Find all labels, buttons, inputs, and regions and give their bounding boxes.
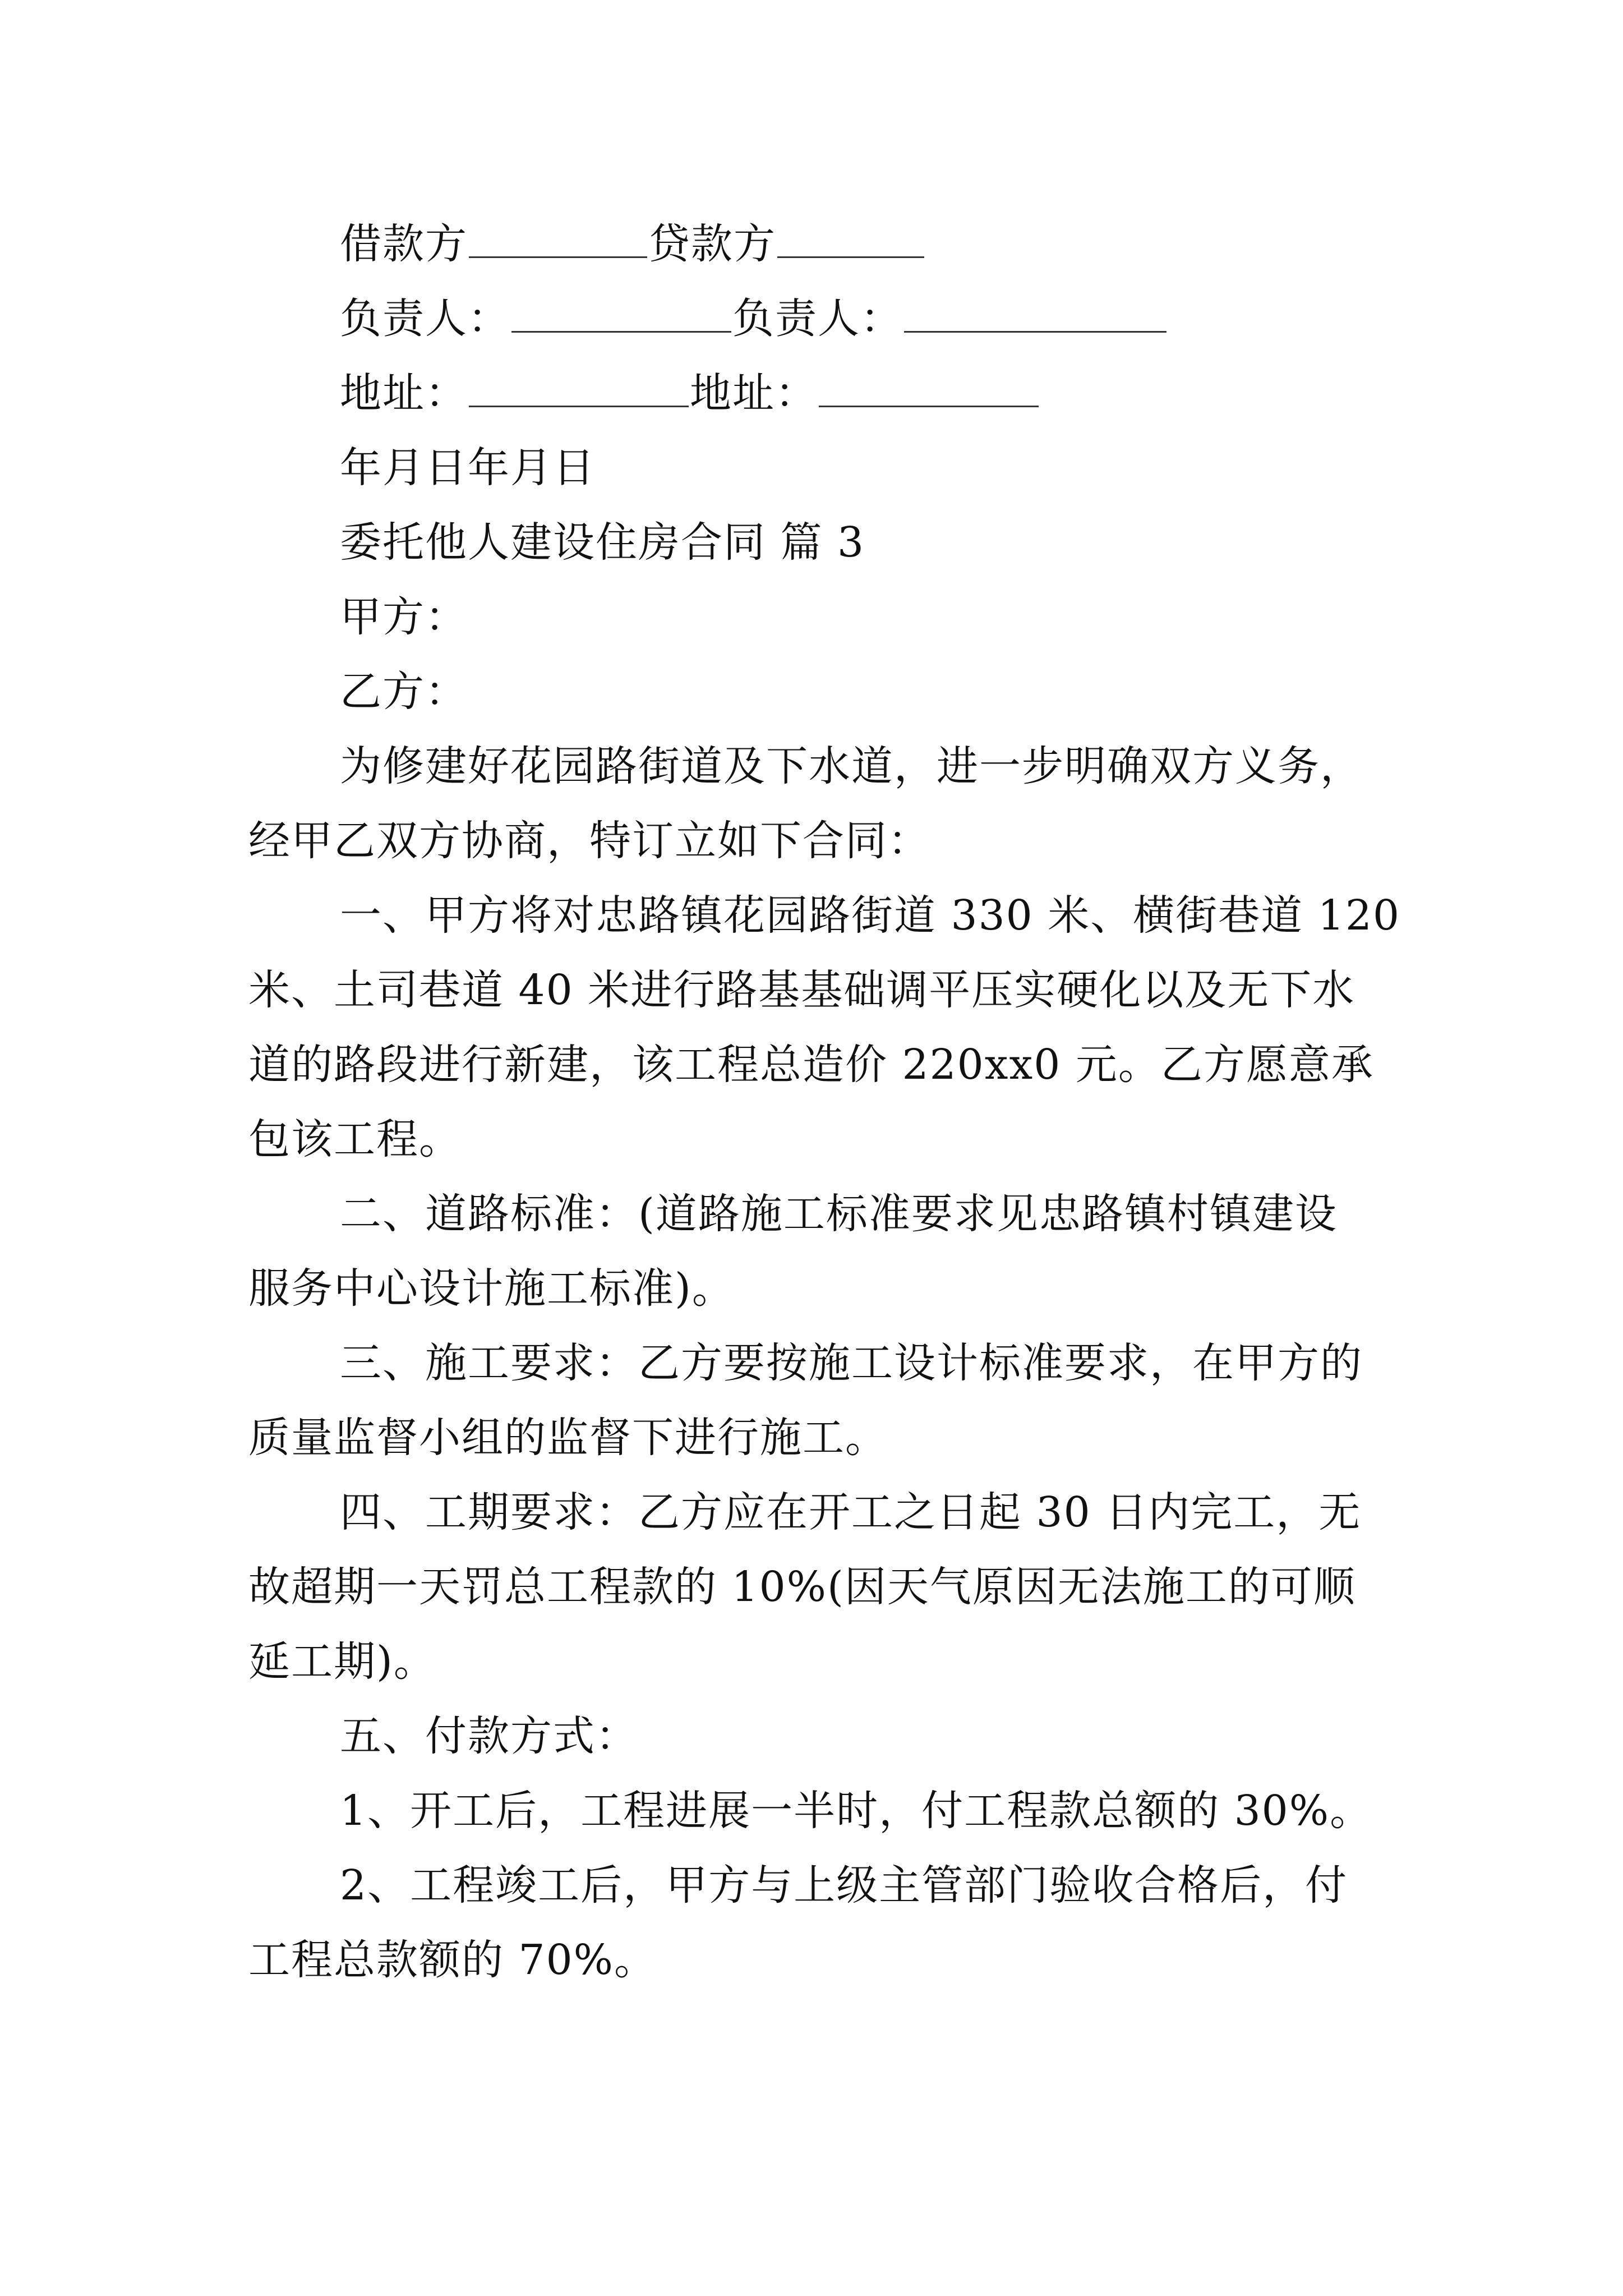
- responsible-line: [340, 280, 1467, 357]
- party-a-line: 甲方：: [340, 593, 468, 641]
- clause-4-line-1: 四、工期要求：乙方应在开工之日起 30 日内完工，无: [340, 1488, 1362, 1536]
- intro-paragraph-line-2: 经甲乙双方协商，特订立如下合同：: [248, 817, 930, 865]
- address-label-borrower: 地址：: [340, 369, 468, 417]
- responsible-label-lender: 负责人：: [732, 295, 903, 343]
- clause-4-line-3: 延工期)。: [248, 1637, 436, 1686]
- lender-label: 贷款方: [648, 220, 776, 268]
- party-b-line: 乙方：: [340, 668, 468, 716]
- payment-item-2-line-1: 2、工程竣工后，甲方与上级主管部门验收合格后，付: [340, 1861, 1348, 1910]
- clause-1-line-1: 一、甲方将对忠路镇花园路街道 330 米、横街巷道 120: [340, 891, 1401, 940]
- address-label-lender: 地址：: [690, 369, 818, 417]
- clause-4-line-2: 故超期一天罚总工程款的 10%(因天气原因无法施工的可顺: [248, 1563, 1356, 1611]
- clause-1-line-3: 道的路段进行新建，该工程总造价 220xx0 元。乙方愿意承: [248, 1041, 1374, 1089]
- payment-item-2-line-2: 工程总款额的 70%。: [248, 1936, 657, 1984]
- address-blank-borrower: [469, 371, 689, 407]
- clause-5-heading: 五、付款方式：: [340, 1712, 638, 1760]
- borrower-lender-line: [340, 206, 1467, 282]
- borrower-blank: [469, 222, 647, 258]
- payment-item-1: 1、开工后，工程进展一半时，付工程款总额的 30%。: [340, 1787, 1373, 1835]
- clause-3-line-1: 三、施工要求：乙方要按施工设计标准要求，在甲方的: [340, 1339, 1363, 1387]
- clause-2-line-2: 服务中心设计施工标准)。: [248, 1264, 735, 1313]
- date-line: 年月日年月日: [340, 444, 596, 492]
- clause-1-line-2: 米、土司巷道 40 米进行路基基础调平压实硬化以及无下水: [248, 966, 1355, 1014]
- intro-paragraph-line-1: 为修建好花园路街道及下水道，进一步明确双方义务，: [340, 742, 1363, 790]
- contract-title: 委托他人建设住房合同 篇 3: [340, 518, 865, 567]
- lender-blank: [777, 222, 924, 258]
- clause-1-line-4: 包该工程。: [248, 1115, 462, 1163]
- responsible-blank-lender: [904, 296, 1166, 333]
- address-blank-lender: [819, 371, 1039, 407]
- address-line: [340, 355, 1467, 431]
- clause-2-line-1: 二、道路标准：(道路施工标准要求见忠路镇村镇建设: [340, 1190, 1338, 1238]
- clause-3-line-2: 质量监督小组的监督下进行施工。: [248, 1414, 888, 1462]
- borrower-label: 借款方: [340, 220, 468, 268]
- responsible-label-borrower: 负责人：: [340, 295, 510, 343]
- responsible-blank-borrower: [511, 296, 731, 333]
